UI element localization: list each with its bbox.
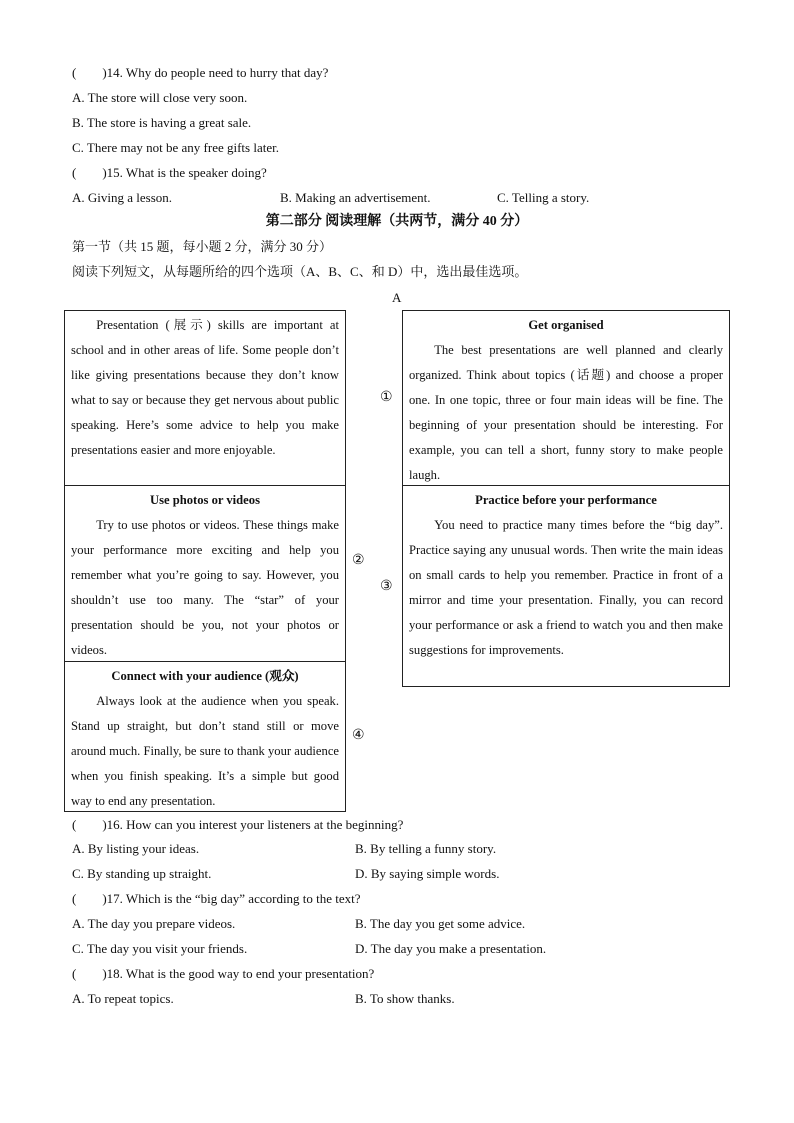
q16-option-c: C. By standing up straight. xyxy=(72,866,212,881)
q16-option-b: B. By telling a funny story. xyxy=(355,841,497,856)
intro-text: Presentation (展示) skills are important at school and in other areas of life. Some people don’t like giving presentations because they don’t know what to say or because they get nervous about public speaking. Here’s some advice to help you make presentations easier and more enjoyable. xyxy=(71,318,339,457)
q14-option-a: A. The store will close very soon. xyxy=(72,90,248,105)
q17-option-b: B. The day you get some advice. xyxy=(355,916,526,931)
q15-option-c: C. Telling a story. xyxy=(497,190,590,205)
connect-text: Always look at the audience when you speak. Stand up straight, but don’t stand still or move around much. Finally, be sure to thank your audience when you finish speaking. It’s a simple but good way to end any presentation. xyxy=(71,694,339,808)
organised-heading: Get organised xyxy=(528,318,604,332)
passage-label: A xyxy=(392,290,402,305)
connect-box xyxy=(64,661,346,812)
q16-stem: ( )16. How can you interest your listeners at the beginning? xyxy=(72,817,404,832)
photos-heading: Use photos or videos xyxy=(150,493,260,507)
q18-stem: ( )18. What is the good way to end your presentation? xyxy=(72,966,375,981)
q16-option-a: A. By listing your ideas. xyxy=(72,841,200,856)
organised-text: The best presentations are well planned and clearly organized. Think about topics (话题) and choose a proper one. In one topic, three or four main ideas will be fine. The beginning of your presentation should be interesting. For example, you can tell a short, funny story to make people laugh. xyxy=(409,343,723,482)
q17-option-d: D. The day you make a presentation. xyxy=(355,941,547,956)
q16-option-d: D. By saying simple words. xyxy=(355,866,500,881)
marker-2: ② xyxy=(352,553,365,568)
q17-option-c: C. The day you visit your friends. xyxy=(72,941,248,956)
q15-option-b: B. Making an advertisement. xyxy=(280,190,431,205)
practice-text: You need to practice many times before the “big day”. Practice saying any unusual words. Then write the main ideas on small cards to help you remember. Practice in front of a mirror and time your presentation. Finally, you can record your performance or ask a friend to watch you and then make suggestions for improvements. xyxy=(409,518,723,657)
marker-4: ④ xyxy=(352,728,365,743)
q15-stem: ( )15. What is the speaker doing? xyxy=(72,165,267,180)
marker-3: ③ xyxy=(380,579,393,594)
q14-stem: ( )14. Why do people need to hurry that day? xyxy=(72,65,329,80)
section-subtitle: 第一节（共 15 题，每小题 2 分，满分 30 分） xyxy=(72,239,333,254)
q14-option-b: B. The store is having a great sale. xyxy=(72,115,252,130)
section-title: 第二部分 阅读理解（共两节，满分 40 分） xyxy=(265,214,529,229)
organised-box xyxy=(402,310,730,486)
q17-option-a: A. The day you prepare videos. xyxy=(72,916,236,931)
marker-1: ① xyxy=(380,390,393,405)
q18-option-a: A. To repeat topics. xyxy=(72,991,174,1006)
q14-option-c: C. There may not be any free gifts later. xyxy=(72,140,279,155)
connect-heading: Connect with your audience (观众) xyxy=(111,669,299,683)
photos-text: Try to use photos or videos. These things make your performance more exciting and help you remember what you’re going to say. However, you shouldn’t use too many. The “star” of your presentation should be you, not your photos or videos. xyxy=(71,518,339,657)
section-instruction: 阅读下列短文，从每题所给的四个选项（A、B、C、和 D）中，选出最佳选项。 xyxy=(72,264,528,279)
intro-box xyxy=(64,310,346,486)
practice-heading: Practice before your performance xyxy=(475,493,657,507)
q18-option-b: B. To show thanks. xyxy=(355,991,455,1006)
q15-option-a: A. Giving a lesson. xyxy=(72,190,173,205)
practice-box xyxy=(402,485,730,687)
q17-stem: ( )17. Which is the “big day” according to the text? xyxy=(72,891,361,906)
photos-box xyxy=(64,485,346,662)
